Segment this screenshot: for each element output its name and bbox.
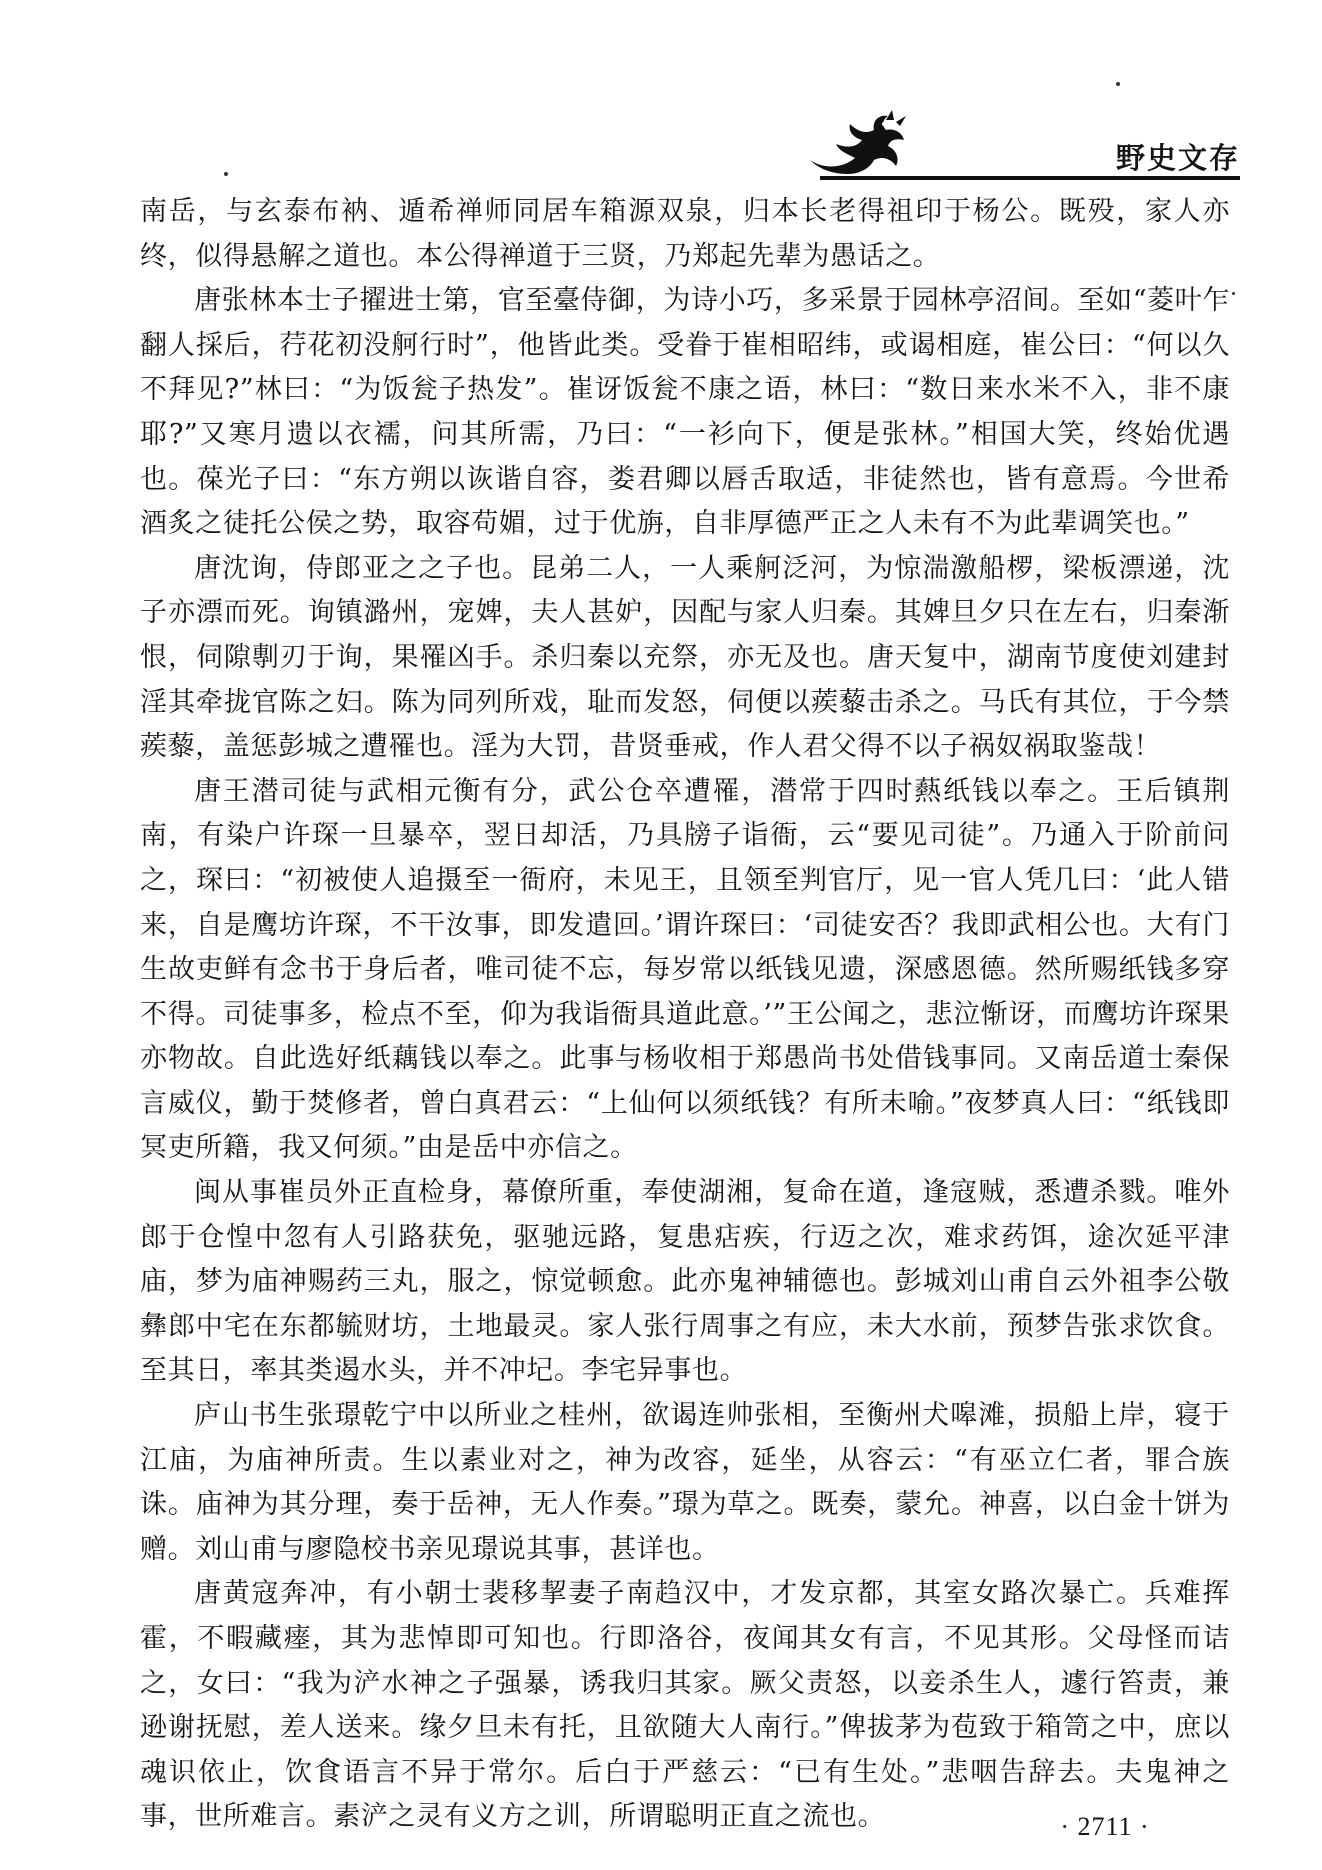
scan-speck (1116, 82, 1120, 86)
paragraph: 南岳，与玄泰布衲、遁希禅师同居车箱源双泉，归本长老得祖印于杨公。既殁，家人亦终，似得悬解之道也。本公得禅道于三贤，乃郑起先辈为愚话之。 (140, 196, 1230, 272)
dragon-icon (800, 108, 920, 178)
paragraph: 唐沈询，侍郎亚之之子也。昆弟二人，一人乘舸泛河，为惊湍激船椤，梁板漂递，沈子亦漂而死。询镇潞州，宠婢，夫人甚妒，因配与家人归秦。其婢旦夕只在左右，归秦渐恨，伺隙剸刃于询，果罹凶手。杀归秦以充祭，亦无及也。唐天复中，湖南节度使刘建封淫其牵拢官陈之妇。陈为同列所戏，耻而发怒，伺便以蒺藜击杀之。马氏有其位，于今禁蒺藜，盖惩彭城之遭罹也。淫为大罚，昔贤垂戒，作人君父得不以子祸奴祸取鉴哉！ (140, 552, 1230, 763)
page-number: · 2711 · (1060, 1812, 1150, 1841)
paragraph: 闽从事崔员外正直检身，幕僚所重，奉使湖湘，复命在道，逢寇贼，悉遭杀戮。唯外郎于仓惶中忽有人引路获免，驱驰远路，复患痁疾，行迈之次，难求药饵，途次延平津庙，梦为庙神赐药三丸，服之，惊觉顿愈。此亦鬼神辅德也。彭城刘山甫自云外祖李公敬彝郎中宅在东都毓财坊，土地最灵。家人张行周事之有应，未大水前，预梦告张求饮食。至其日，率其类遏水头，并不冲圮。李宅异事也。 (140, 1177, 1230, 1387)
paragraph: 庐山书生张璟乾宁中以所业之桂州，欲谒连帅张相，至衡州犬嗥滩，损船上岸，寝于江庙，为庙神所责。生以素业对之，神为改容，延坐，从容云：“有巫立仁者，罪合族诛。庙神为其分理，奏于岳神，无人作奏。”璟为草之。既奏，蒙允。神喜，以白金十饼为赠。刘山甫与廖隐校书亲见璟说其事，甚详也。 (140, 1400, 1230, 1565)
running-header (800, 108, 1240, 178)
header-rule (820, 176, 1240, 180)
paragraph: 唐王潜司徒与武相元衡有分，武公仓卒遭罹，潜常于四时爇纸钱以奉之。王后镇荆南，有染户许琛一旦暴卒，翌日却活，乃具牓子诣衙，云“要见司徒”。乃通入于阶前问之，琛曰：“初被使人追摄至一衙府，未见王，且领至判官厅，见一官人凭几曰：‘此人错来，自是鹰坊许琛，不干汝事，即发遣回。’谓许琛曰：‘司徒安否？我即武相公也。大有门生故吏鲜有念书于身后者，唯司徒不忘，每岁常以纸钱见遗，深感恩德。然所赐纸钱多穿不得。司徒事多，检点不至，仰为我诣衙具道此意。’”王公闻之，悲泣惭讶，而鹰坊许琛果亦物故。自此选好纸藕钱以奉之。此事与杨收相于郑愚尚书处借钱事同。又南岳道士秦保言威仪，勤于焚修者，曾白真君云：“上仙何以须纸钱？有所未喻。”夜梦真人曰：“纸钱即冥吏所籍，我又何须。”由是岳中亦信之。 (140, 775, 1230, 1164)
scan-speck (224, 172, 228, 176)
article-text (140, 190, 1230, 1840)
paragraph: 唐黄寇奔冲，有小朝士裴移挈妻子南趋汉中，才发京都，其室女路次暴亡。兵难挥霍，不暇藏瘗，其为悲悼即可知也。行即洛谷，夜闻其女有言，不见其形。父母怪而诘之，女曰：“我为浐水神之子强暴，诱我归其家。厥父责怒，以妾杀生人，遽行笞责，兼逊谢抚慰，差人送来。缘夕旦未有托，且欲随大人南行。”俾拔茅为苞致于箱笥之中，庶以魂识依止，饮食语言不异于常尔。后白于严慈云：“已有生处。”悲咽告辞去。夫鬼神之事，世所难言。素浐之灵有义方之训，所谓聪明正直之流也。 (140, 1578, 1230, 1833)
paragraph: 唐张林本士子擢进士第，官至臺侍御，为诗小巧，多采景于园林亭沼间。至如“菱叶乍翻人採后，荇花初没舸行时”，他皆此类。受眷于崔相昭纬，或谒相庭，崔公曰：“何以久不拜见?”林曰：“为饭瓮子热发”。崔讶饭瓮不康之语，林曰：“数日来水米不入，非不康耶?”又寒月遗以衣襦，问其所需，乃曰：“一衫向下，便是张林。”相国大笑，终始优遇也。葆光子曰：“东方朔以诙谐自容，娄君卿以唇舌取适，非徒然也，皆有意焉。今世希酒炙之徒托公侯之势，取容苟媚，过于优旃，自非厚德严正之人未有不为此辈调笑也。” (140, 285, 1230, 540)
scan-speck (1232, 292, 1235, 295)
section-title: 野史文存 (1115, 141, 1240, 175)
